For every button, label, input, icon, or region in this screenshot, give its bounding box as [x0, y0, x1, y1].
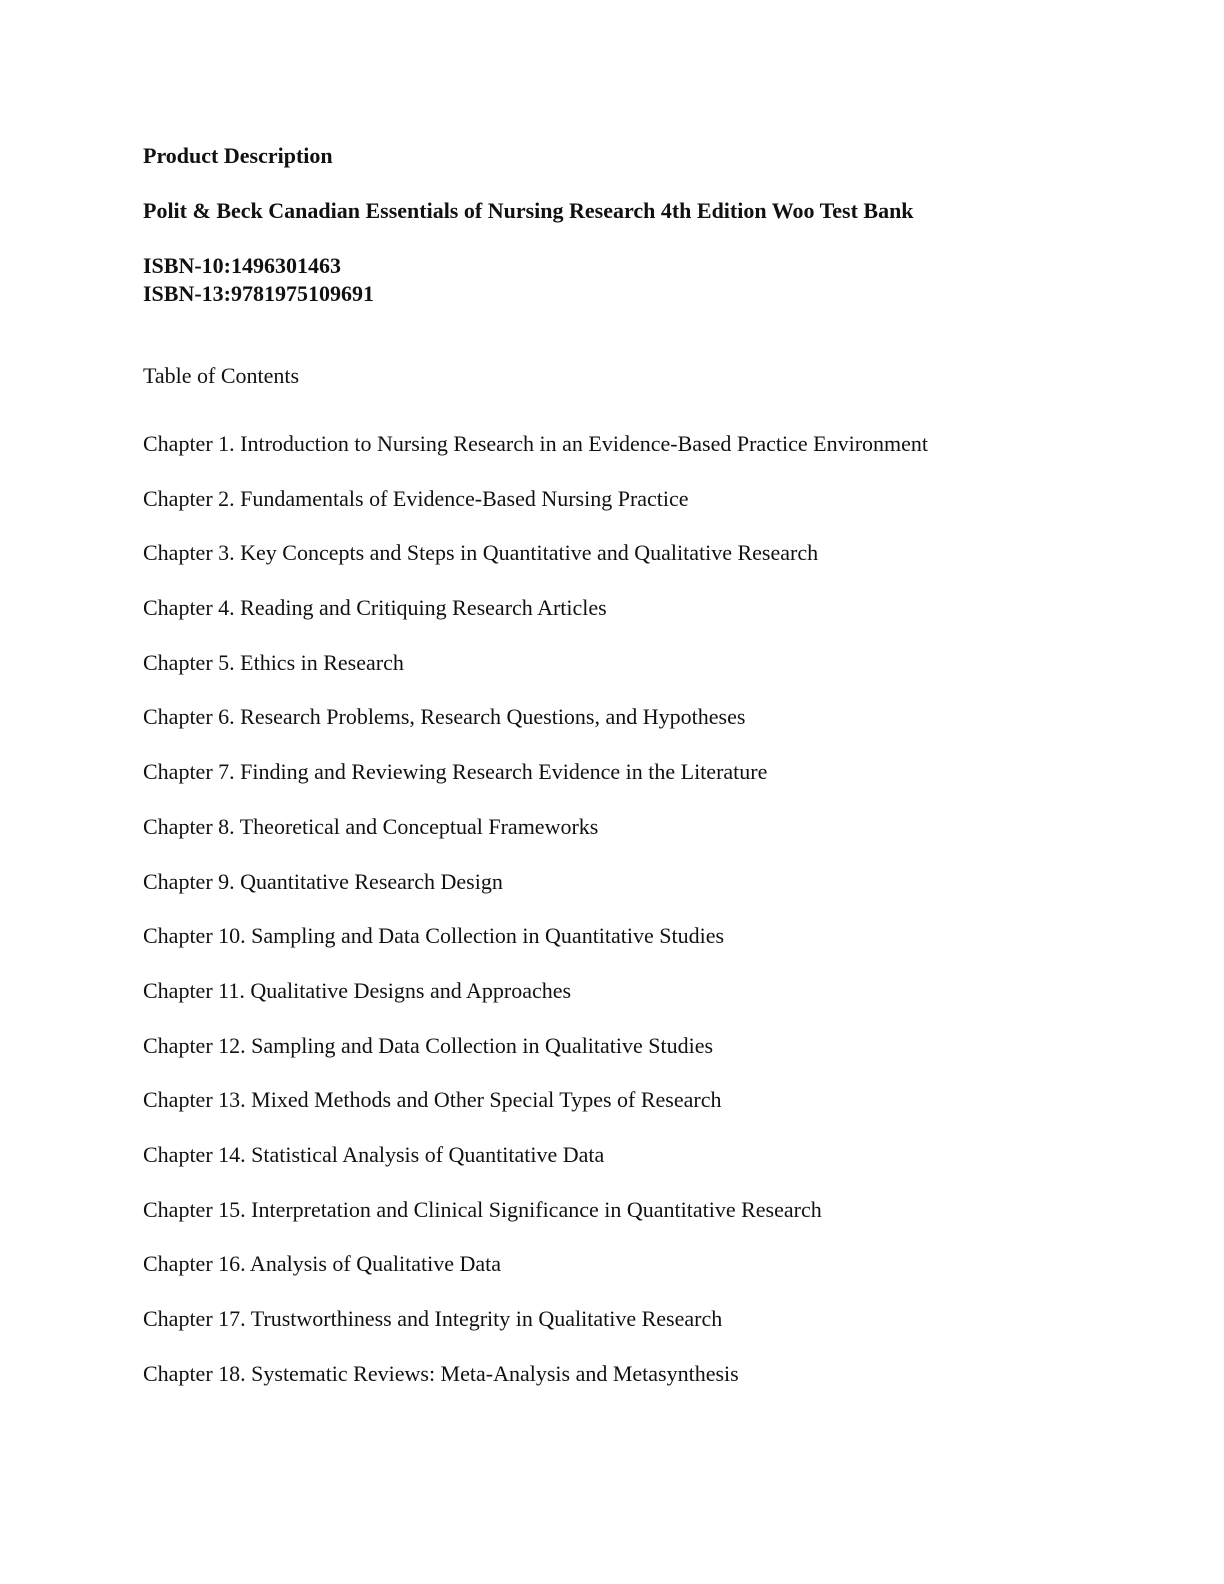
section-title: Product Description — [143, 143, 333, 168]
chapter-item: Chapter 9. Quantitative Research Design — [143, 868, 503, 894]
chapter-item: Chapter 14. Statistical Analysis of Quantitative Data — [143, 1141, 605, 1167]
chapter-item: Chapter 8. Theoretical and Conceptual Frameworks — [143, 813, 599, 839]
toc-heading: Table of Contents — [143, 363, 300, 388]
isbn-13: ISBN-13:9781975109691 — [143, 281, 375, 306]
book-title: Polit & Beck Canadian Essentials of Nursing Research 4th Edition Woo Test Bank — [143, 198, 914, 223]
isbn-10: ISBN-10:1496301463 — [143, 253, 342, 278]
chapter-item: Chapter 2. Fundamentals of Evidence-Based Nursing Practice — [143, 485, 689, 511]
chapter-item: Chapter 16. Analysis of Qualitative Data — [143, 1251, 502, 1277]
chapter-item: Chapter 12. Sampling and Data Collection in Qualitative Studies — [143, 1032, 714, 1058]
chapter-item: Chapter 7. Finding and Reviewing Research Evidence in the Literature — [143, 759, 768, 785]
chapter-item: Chapter 10. Sampling and Data Collection in Quantitative Studies — [143, 923, 725, 949]
chapter-item: Chapter 18. Systematic Reviews: Meta-Analysis and Metasynthesis — [143, 1360, 739, 1386]
chapter-item: Chapter 11. Qualitative Designs and Approaches — [143, 977, 572, 1003]
chapter-item: Chapter 4. Reading and Critiquing Research Articles — [143, 595, 607, 621]
chapter-item: Chapter 5. Ethics in Research — [143, 649, 404, 675]
chapter-item: Chapter 13. Mixed Methods and Other Special Types of Research — [143, 1087, 722, 1113]
page-content — [143, 142, 1143, 1414]
chapter-list — [143, 430, 1143, 1388]
chapter-item: Chapter 15. Interpretation and Clinical Significance in Quantitative Research — [143, 1196, 822, 1222]
isbn-block — [143, 252, 1143, 308]
chapter-item: Chapter 1. Introduction to Nursing Research in an Evidence-Based Practice Environment — [143, 431, 929, 456]
chapter-item: Chapter 17. Trustworthiness and Integrity in Qualitative Research — [143, 1306, 723, 1331]
chapter-item: Chapter 3. Key Concepts and Steps in Quantitative and Qualitative Research — [143, 540, 819, 566]
chapter-item: Chapter 6. Research Problems, Research Questions, and Hypotheses — [143, 704, 746, 730]
